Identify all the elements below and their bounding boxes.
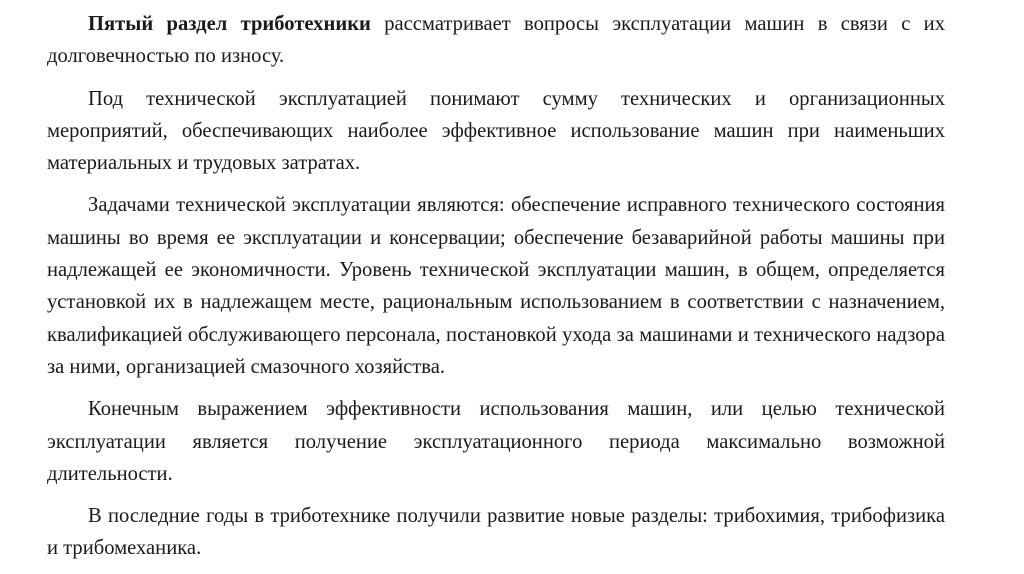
paragraph-5: В последние годы в триботехнике получили развитие новые разделы: трибохимия, трибофизика и трибомеханика. bbox=[47, 505, 945, 560]
paragraph-1-lead: Пятый раздел триботехники bbox=[88, 13, 371, 35]
document-body bbox=[47, 8, 945, 565]
paragraph-3: Задачами технической эксплуатации являются: обеспечение исправного технического состояния машины во время ее эксплуатации и консервации; обеспечение безаварийной работы машины при надлежащей ее экономичности. Уровень технической эксплуатации машин, в общем, определяется установкой их в надлежащем месте, рациональным использованием в соответствии с назначением, квалификацией обслуживающего персонала, постановкой ухода за машинами и технического надзора за ними, организацией смазочного хозяйства. bbox=[47, 194, 945, 378]
paragraph-2: Под технической эксплуатацией понимают сумму технических и организационных мероприятий, обеспечивающих наиболее эффективное использование машин при наименьших материальных и трудовых затратах. bbox=[47, 87, 945, 175]
paragraph-4: Конечным выражением эффективности использования машин, или целью технической эксплуатации является получение эксплуатационного периода максимально возможной длительности. bbox=[47, 398, 945, 485]
paragraph-1-text: рассматривает вопросы эксплуатации машин в связи с их долговечностью по износу. bbox=[47, 13, 945, 68]
paragraph-1 bbox=[47, 8, 945, 73]
